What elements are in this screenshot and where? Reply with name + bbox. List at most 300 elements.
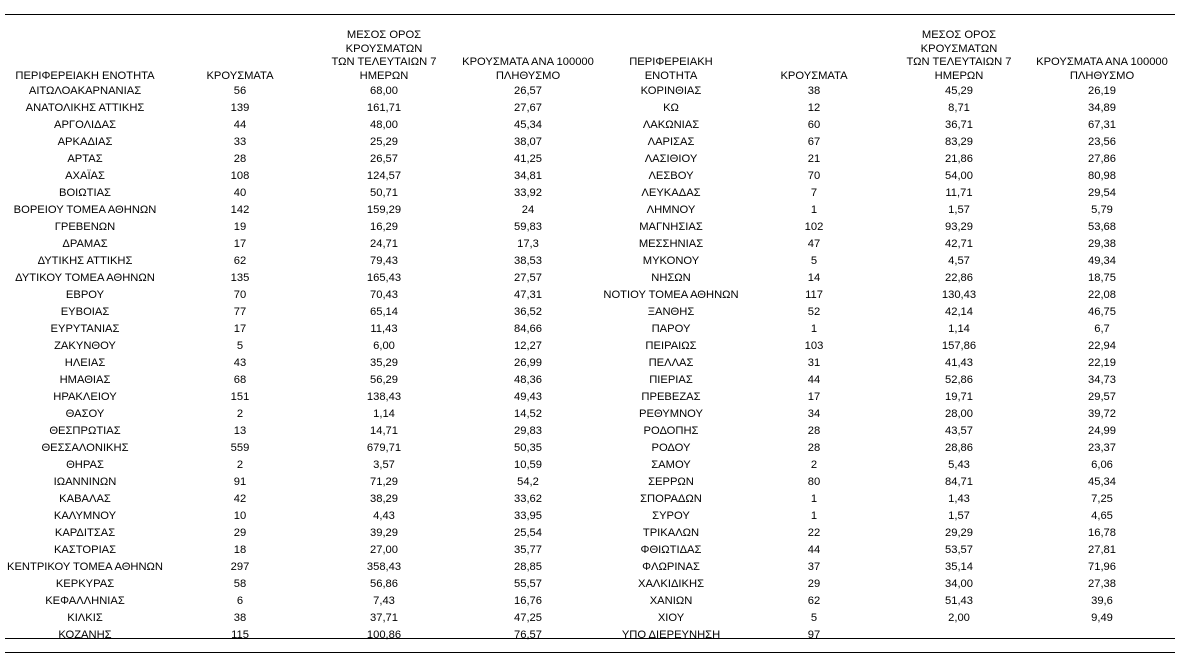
region-cell-right: ΛΗΜΝΟΥ: [646, 204, 696, 216]
table-body: [5, 83, 1175, 644]
cases-cell-left: 91: [233, 476, 247, 488]
avg7-cell-left: 138,43: [366, 391, 402, 403]
avg7-cell-right: 1,57: [948, 510, 970, 522]
header-avg7-right: [889, 29, 1029, 83]
table-row: [5, 321, 1175, 338]
avg7-cell-right: 42,71: [945, 238, 973, 250]
per100k-cell-right: 34,73: [1088, 374, 1116, 386]
cases-cell-left: 77: [233, 306, 247, 318]
region-cell-right: ΛΕΣΒΟΥ: [648, 170, 694, 182]
cases-cell-right: 80: [807, 476, 821, 488]
cases-cell-left: 33: [233, 136, 247, 148]
table-row: [5, 525, 1175, 542]
footer-rule: [5, 652, 1175, 653]
avg7-cell-right: 34,00: [945, 578, 973, 590]
table-row: [5, 576, 1175, 593]
cases-cell-right: 7: [810, 187, 818, 199]
header-avg7-left: [315, 29, 453, 83]
avg7-cell-right: [889, 627, 1029, 644]
region-cell-left: ΒΟΡΕΙΟΥ ΤΟΜΕΑ ΑΘΗΝΩΝ: [13, 204, 157, 216]
region-cell-left: ΚΕΡΚΥΡΑΣ: [55, 578, 115, 590]
header-avg7-l3: ΗΜΕΡΩΝ: [359, 69, 409, 82]
region-cell-left: ΔΥΤΙΚΟΥ ΤΟΜΕΑ ΑΘΗΝΩΝ: [15, 272, 155, 284]
avg7-cell-right: 51,43: [945, 595, 973, 607]
avg7-cell-right: 83,29: [945, 136, 973, 148]
cases-cell-left: 38: [233, 612, 247, 624]
per100k-cell-right: 80,98: [1088, 170, 1116, 182]
cases-cell-left: 43: [233, 357, 247, 369]
per100k-cell-left: 24: [521, 204, 535, 216]
table-row: [5, 593, 1175, 610]
cases-cell-right: 34: [807, 408, 821, 420]
per100k-cell-right: 6,7: [1094, 323, 1110, 335]
table-row: [5, 338, 1175, 355]
avg7-cell-left: 26,57: [370, 153, 398, 165]
table-row: [5, 457, 1175, 474]
per100k-cell-right: 53,68: [1088, 221, 1116, 233]
header-per100k-l2: ΠΛΗΘΥΣΜΟ: [495, 69, 561, 82]
region-cell-left: ΙΩΑΝΝΙΝΩΝ: [53, 476, 117, 488]
region-cell-left: ΔΥΤΙΚΗΣ ΑΤΤΙΚΗΣ: [37, 255, 133, 267]
cases-cell-left: 58: [233, 578, 247, 590]
region-cell-right: ΥΠΟ ΔΙΕΡΕΥΝΗΣΗ: [621, 629, 721, 641]
avg7-cell-left: 14,71: [370, 425, 398, 437]
avg7-cell-right: 11,71: [945, 187, 973, 199]
avg7-cell-left: 124,57: [366, 170, 402, 182]
table-row: [5, 83, 1175, 100]
cases-cell-right: 103: [804, 340, 824, 352]
cases-cell-left: 62: [233, 255, 247, 267]
per100k-cell-right: [1029, 627, 1175, 644]
per100k-cell-left: 33,95: [514, 510, 542, 522]
cases-cell-right: 5: [810, 612, 818, 624]
cases-cell-left: 18: [233, 544, 247, 556]
per100k-cell-left: 17,3: [517, 238, 539, 250]
region-cell-right: ΡΕΘΥΜΝΟΥ: [639, 408, 703, 420]
table-row: [5, 559, 1175, 576]
cases-cell-left: 135: [230, 272, 250, 284]
region-cell-right: ΠΕΙΡΑΙΩΣ: [645, 340, 697, 352]
header-cases-left: ΚΡΟΥΣΜΑΤΑ: [206, 69, 274, 82]
per100k-cell-right: 7,25: [1091, 493, 1113, 505]
per100k-cell-left: 14,52: [514, 408, 542, 420]
avg7-cell-left: 358,43: [366, 561, 402, 573]
avg7-cell-right: 41,43: [945, 357, 973, 369]
cases-cell-right: 60: [807, 119, 821, 131]
avg7-cell-right: 4,57: [948, 255, 970, 267]
region-cell-left: ΚΙΛΚΙΣ: [67, 612, 103, 624]
cases-cell-left: 10: [233, 510, 247, 522]
table-row: [5, 100, 1175, 117]
per100k-cell-left: 50,35: [514, 442, 542, 454]
cases-cell-right: 28: [807, 425, 821, 437]
avg7-cell-left: 48,00: [370, 119, 398, 131]
cases-cell-left: 19: [233, 221, 247, 233]
header-avg7-r2: ΤΩΝ ΤΕΛΕΥΤΑΙΩΝ 7: [906, 56, 1012, 68]
table-row: [5, 185, 1175, 202]
region-cell-right: ΞΑΝΘΗΣ: [647, 306, 695, 318]
avg7-cell-right: 43,57: [945, 425, 973, 437]
per100k-cell-right: 29,54: [1088, 187, 1116, 199]
cases-cell-right: 1: [810, 323, 818, 335]
cases-cell-left: 68: [233, 374, 247, 386]
cases-cell-right: 67: [807, 136, 821, 148]
per100k-cell-left: 59,83: [514, 221, 542, 233]
avg7-cell-right: 130,43: [941, 289, 977, 301]
region-cell-left: ΘΑΣΟΥ: [65, 408, 105, 420]
cases-cell-left: 559: [230, 442, 250, 454]
avg7-cell-left: 165,43: [366, 272, 402, 284]
header-per100k-l1: ΚΡΟΥΣΜΑΤΑ ΑΝΑ 100000: [462, 56, 594, 68]
per100k-cell-right: 24,99: [1088, 425, 1116, 437]
avg7-cell-right: 54,00: [945, 170, 973, 182]
cases-cell-right: 62: [807, 595, 821, 607]
region-cell-right: ΣΥΡΟΥ: [652, 510, 690, 522]
per100k-cell-right: 23,56: [1088, 136, 1116, 148]
per100k-cell-right: 39,72: [1088, 408, 1116, 420]
avg7-cell-right: 42,14: [945, 306, 973, 318]
header-per100k-r1: ΚΡΟΥΣΜΑΤΑ ΑΝΑ 100000: [1036, 56, 1168, 68]
cases-cell-left: 2: [236, 459, 244, 471]
table-row: [5, 355, 1175, 372]
region-cell-left: ΕΥΒΟΙΑΣ: [60, 306, 110, 318]
avg7-cell-right: 1,57: [948, 204, 970, 216]
per100k-cell-right: 49,34: [1088, 255, 1116, 267]
avg7-cell-left: 7,43: [373, 595, 395, 607]
cases-cell-left: 6: [236, 595, 244, 607]
table-row: [5, 406, 1175, 423]
cases-cell-right: 5: [810, 255, 818, 267]
region-cell-right: ΝΗΣΩΝ: [651, 272, 691, 284]
cases-cell-right: 44: [807, 374, 821, 386]
per100k-cell-left: 84,66: [514, 323, 542, 335]
cases-cell-left: 142: [230, 204, 250, 216]
per100k-cell-right: 34,89: [1088, 102, 1116, 114]
avg7-cell-right: 5,43: [948, 459, 970, 471]
region-cell-left: ΚΕΝΤΡΙΚΟΥ ΤΟΜΕΑ ΑΘΗΝΩΝ: [6, 561, 163, 573]
per100k-cell-left: 10,59: [514, 459, 542, 471]
avg7-cell-right: 1,14: [948, 323, 970, 335]
avg7-cell-left: 39,29: [370, 527, 398, 539]
avg7-cell-right: 2,00: [948, 612, 970, 624]
per100k-cell-right: 39,6: [1091, 595, 1113, 607]
avg7-cell-left: 6,00: [373, 340, 395, 352]
per100k-cell-right: 18,75: [1088, 272, 1116, 284]
cases-cell-left: 139: [230, 102, 250, 114]
avg7-cell-left: 16,29: [370, 221, 398, 233]
avg7-cell-right: 53,57: [945, 544, 973, 556]
table-row: [5, 236, 1175, 253]
avg7-cell-left: 38,29: [370, 493, 398, 505]
table-row: [5, 491, 1175, 508]
cases-cell-left: 28: [233, 153, 247, 165]
header-per100k-left: [453, 29, 603, 83]
avg7-cell-left: 68,00: [370, 85, 398, 97]
region-cell-right: ΣΕΡΡΩΝ: [648, 476, 694, 488]
region-cell-right: ΜΥΚΟΝΟΥ: [642, 255, 700, 267]
region-cell-left: ΓΡΕΒΕΝΩΝ: [54, 221, 116, 233]
cases-cell-right: 22: [807, 527, 821, 539]
per100k-cell-left: 35,77: [514, 544, 542, 556]
cases-cell-left: 108: [230, 170, 250, 182]
cases-cell-right: 17: [807, 391, 821, 403]
region-cell-left: ΚΕΦΑΛΛΗΝΙΑΣ: [45, 595, 125, 607]
per100k-cell-right: 29,38: [1088, 238, 1116, 250]
per100k-cell-right: 16,78: [1088, 527, 1116, 539]
per100k-cell-left: 41,25: [514, 153, 542, 165]
cases-cell-right: 102: [804, 221, 824, 233]
cases-cell-left: 297: [230, 561, 250, 573]
region-cell-right: ΧΑΝΙΩΝ: [649, 595, 693, 607]
region-cell-left: ΕΥΡΥΤΑΝΙΑΣ: [50, 323, 120, 335]
avg7-cell-left: 70,43: [370, 289, 398, 301]
cases-cell-right: 31: [807, 357, 821, 369]
avg7-cell-right: 19,71: [945, 391, 973, 403]
cases-cell-left: 70: [233, 289, 247, 301]
avg7-cell-right: 28,00: [945, 408, 973, 420]
per100k-cell-left: 54,2: [517, 476, 539, 488]
avg7-cell-right: 45,29: [945, 85, 973, 97]
cases-cell-left: 151: [230, 391, 250, 403]
header-per100k-r2: ΠΛΗΘΥΣΜΟ: [1069, 69, 1135, 82]
region-cell-right: ΚΩ: [663, 102, 679, 114]
per100k-cell-left: 28,85: [514, 561, 542, 573]
region-cell-left: ΚΟΖΑΝΗΣ: [58, 629, 112, 641]
cases-cell-left: 5: [236, 340, 244, 352]
table-row: [5, 304, 1175, 321]
region-cell-right: ΠΕΛΛΑΣ: [648, 357, 694, 369]
cases-cell-left: 42: [233, 493, 247, 505]
avg7-cell-left: 65,14: [370, 306, 398, 318]
per100k-cell-right: 29,57: [1088, 391, 1116, 403]
region-cell-right: ΠΙΕΡΙΑΣ: [649, 374, 693, 386]
table-row: [5, 287, 1175, 304]
per100k-cell-left: 33,92: [514, 187, 542, 199]
region-cell-right: ΜΑΓΝΗΣΙΑΣ: [639, 221, 703, 233]
region-cell-right: ΛΑΚΩΝΙΑΣ: [642, 119, 700, 131]
region-cell-left: ΖΑΚΥΝΘΟΥ: [54, 340, 116, 352]
cases-cell-left: 13: [233, 425, 247, 437]
avg7-cell-right: 22,86: [945, 272, 973, 284]
cases-cell-left: 115: [231, 629, 249, 641]
cases-cell-right: 70: [807, 170, 821, 182]
region-cell-left: ΚΑΡΔΙΤΣΑΣ: [54, 527, 116, 539]
cases-cell-left: 40: [233, 187, 247, 199]
avg7-cell-left: 71,29: [370, 476, 398, 488]
per100k-cell-left: 33,62: [514, 493, 542, 505]
avg7-cell-right: 157,86: [941, 340, 977, 352]
table-row: [5, 219, 1175, 236]
cases-cell-right: 97: [807, 629, 821, 641]
region-cell-right: ΡΟΔΟΥ: [651, 442, 691, 454]
region-cell-right: ΠΑΡΟΥ: [651, 323, 691, 335]
header-per100k-right: [1029, 29, 1175, 83]
cases-cell-right: 1: [810, 204, 818, 216]
table-row: [5, 151, 1175, 168]
per100k-cell-left: 34,81: [514, 170, 542, 182]
avg7-cell-right: 1,43: [948, 493, 970, 505]
avg7-cell-left: 4,43: [373, 510, 395, 522]
per100k-cell-left: 25,54: [514, 527, 542, 539]
per100k-cell-left: 29,83: [514, 425, 542, 437]
region-cell-left: ΑΡΤΑΣ: [67, 153, 103, 165]
table-row: [5, 202, 1175, 219]
header-avg7-l2: ΤΩΝ ΤΕΛΕΥΤΑΙΩΝ 7: [331, 56, 437, 68]
per100k-cell-left: 26,57: [514, 85, 542, 97]
region-cell-left: ΚΑΣΤΟΡΙΑΣ: [53, 544, 117, 556]
cases-cell-left: 17: [233, 323, 247, 335]
per100k-cell-left: 16,76: [514, 595, 542, 607]
avg7-cell-left: 25,29: [370, 136, 398, 148]
per100k-cell-right: 67,31: [1088, 119, 1116, 131]
avg7-cell-left: 11,43: [370, 323, 398, 335]
region-cell-right: ΧΙΟΥ: [657, 612, 685, 624]
header-region-left: ΠΕΡΙΦΕΡΕΙΑΚΗ ΕΝΟΤΗΤΑ: [15, 69, 155, 82]
avg7-cell-right: 8,71: [948, 102, 970, 114]
cases-cell-right: 52: [807, 306, 821, 318]
header-avg7-r1: ΜΕΣΟΣ ΟΡΟΣ ΚΡΟΥΣΜΑΤΩΝ: [920, 29, 998, 55]
cases-cell-left: 44: [233, 119, 247, 131]
per100k-cell-left: 38,53: [514, 255, 542, 267]
region-cell-left: ΒΟΙΩΤΙΑΣ: [59, 187, 111, 199]
avg7-cell-left: 161,71: [366, 102, 402, 114]
region-cell-right: ΡΟΔΟΠΗΣ: [643, 425, 699, 437]
per100k-cell-right: 5,79: [1091, 204, 1113, 216]
avg7-cell-left: 37,71: [370, 612, 398, 624]
per100k-cell-left: 36,52: [514, 306, 542, 318]
header-row: [5, 29, 1175, 83]
cases-cell-right: 28: [807, 442, 821, 454]
cases-table: [5, 29, 1175, 644]
avg7-cell-right: 21,86: [945, 153, 973, 165]
per100k-cell-left: 27,67: [514, 102, 542, 114]
per100k-cell-right: 9,49: [1091, 612, 1113, 624]
cases-cell-left: 2: [236, 408, 244, 420]
table-row: [5, 627, 1175, 644]
region-cell-right: ΝΟΤΙΟΥ ΤΟΜΕΑ ΑΘΗΝΩΝ: [603, 289, 739, 301]
table-row: [5, 508, 1175, 525]
region-cell-right: ΛΕΥΚΑΔΑΣ: [641, 187, 701, 199]
region-cell-right: ΣΠΟΡΑΔΩΝ: [640, 493, 702, 505]
region-cell-left: ΚΑΛΥΜΝΟΥ: [53, 510, 117, 522]
cases-cell-left: 56: [233, 85, 247, 97]
per100k-cell-left: 26,99: [514, 357, 542, 369]
per100k-cell-left: 45,34: [514, 119, 542, 131]
table-row: [5, 253, 1175, 270]
bottom-rule: [5, 638, 1175, 639]
avg7-cell-right: 52,86: [945, 374, 973, 386]
per100k-cell-right: 22,08: [1088, 289, 1116, 301]
region-cell-left: ΘΕΣΠΡΩΤΙΑΣ: [49, 425, 121, 437]
per100k-cell-right: 27,86: [1088, 153, 1116, 165]
header-avg7-l1: ΜΕΣΟΣ ΟΡΟΣ ΚΡΟΥΣΜΑΤΩΝ: [345, 29, 423, 55]
region-cell-right: ΚΟΡΙΝΘΙΑΣ: [640, 85, 702, 97]
cases-cell-left: 17: [233, 238, 247, 250]
region-cell-left: ΘΗΡΑΣ: [66, 459, 104, 471]
region-cell-right: ΜΕΣΣΗΝΙΑΣ: [638, 238, 704, 250]
per100k-cell-right: 26,19: [1088, 85, 1116, 97]
per100k-cell-right: 22,94: [1088, 340, 1116, 352]
region-cell-right: ΛΑΣΙΘΙΟΥ: [644, 153, 698, 165]
per100k-cell-left: 76,57: [514, 629, 542, 641]
region-cell-left: ΗΡΑΚΛΕΙΟΥ: [53, 391, 117, 403]
region-cell-left: ΕΒΡΟΥ: [65, 289, 105, 301]
cases-cell-right: 1: [810, 493, 818, 505]
avg7-cell-left: 56,29: [370, 374, 398, 386]
region-cell-left: ΑΙΤΩΛΟΑΚΑΡΝΑΝΙΑΣ: [28, 85, 142, 97]
avg7-cell-left: 1,14: [373, 408, 395, 420]
region-cell-left: ΔΡΑΜΑΣ: [62, 238, 108, 250]
cases-cell-right: 47: [807, 238, 821, 250]
avg7-cell-right: 35,14: [945, 561, 973, 573]
per100k-cell-left: 12,27: [514, 340, 542, 352]
avg7-cell-left: 679,71: [366, 442, 402, 454]
per100k-cell-left: 38,07: [514, 136, 542, 148]
avg7-cell-left: 79,43: [370, 255, 398, 267]
region-cell-right: ΦΘΙΩΤΙΔΑΣ: [640, 544, 702, 556]
avg7-cell-left: 35,29: [370, 357, 398, 369]
region-cell-right: ΣΑΜΟΥ: [651, 459, 691, 471]
per100k-cell-right: 22,19: [1088, 357, 1116, 369]
table-row: [5, 610, 1175, 627]
header-avg7-r3: ΗΜΕΡΩΝ: [934, 69, 984, 82]
cases-cell-right: 38: [807, 85, 821, 97]
per100k-cell-right: 46,75: [1088, 306, 1116, 318]
cases-cell-right: 44: [807, 544, 821, 556]
cases-cell-right: 2: [810, 459, 818, 471]
avg7-cell-right: 36,71: [945, 119, 973, 131]
region-cell-left: ΗΜΑΘΙΑΣ: [59, 374, 111, 386]
avg7-cell-left: 159,29: [366, 204, 402, 216]
avg7-cell-right: 29,29: [945, 527, 973, 539]
region-cell-right: ΠΡΕΒΕΖΑΣ: [641, 391, 701, 403]
table-row: [5, 134, 1175, 151]
per100k-cell-right: 27,38: [1088, 578, 1116, 590]
per100k-cell-right: 27,81: [1088, 544, 1116, 556]
top-rule: [5, 14, 1175, 15]
per100k-cell-left: 47,31: [514, 289, 542, 301]
per100k-cell-right: 23,37: [1088, 442, 1116, 454]
cases-cell-right: 14: [807, 272, 821, 284]
avg7-cell-right: 84,71: [945, 476, 973, 488]
cases-cell-right: 12: [807, 102, 821, 114]
region-cell-left: ΗΛΕΙΑΣ: [64, 357, 106, 369]
avg7-cell-left: 56,86: [370, 578, 398, 590]
per100k-cell-right: 4,65: [1091, 510, 1113, 522]
avg7-cell-left: 24,71: [370, 238, 398, 250]
cases-cell-right: 1: [810, 510, 818, 522]
region-cell-left: ΑΧΑΪΑΣ: [65, 170, 105, 182]
region-cell-left: ΚΑΒΑΛΑΣ: [59, 493, 111, 505]
region-cell-left: ΑΡΚΑΔΙΑΣ: [57, 136, 113, 148]
cases-cell-right: 37: [807, 561, 821, 573]
cases-cell-left: 29: [233, 527, 247, 539]
per100k-cell-left: 48,36: [514, 374, 542, 386]
table-row: [5, 168, 1175, 185]
region-cell-left: ΘΕΣΣΑΛΟΝΙΚΗΣ: [41, 442, 129, 454]
avg7-cell-left: 3,57: [373, 459, 395, 471]
per100k-cell-left: 55,57: [514, 578, 542, 590]
per100k-cell-left: 27,57: [514, 272, 542, 284]
per100k-cell-right: 45,34: [1088, 476, 1116, 488]
table-row: [5, 389, 1175, 406]
table-row: [5, 270, 1175, 287]
avg7-cell-left: 27,00: [370, 544, 398, 556]
per100k-cell-right: 71,96: [1088, 561, 1116, 573]
avg7-cell-right: 93,29: [945, 221, 973, 233]
table-row: [5, 423, 1175, 440]
table-row: [5, 440, 1175, 457]
